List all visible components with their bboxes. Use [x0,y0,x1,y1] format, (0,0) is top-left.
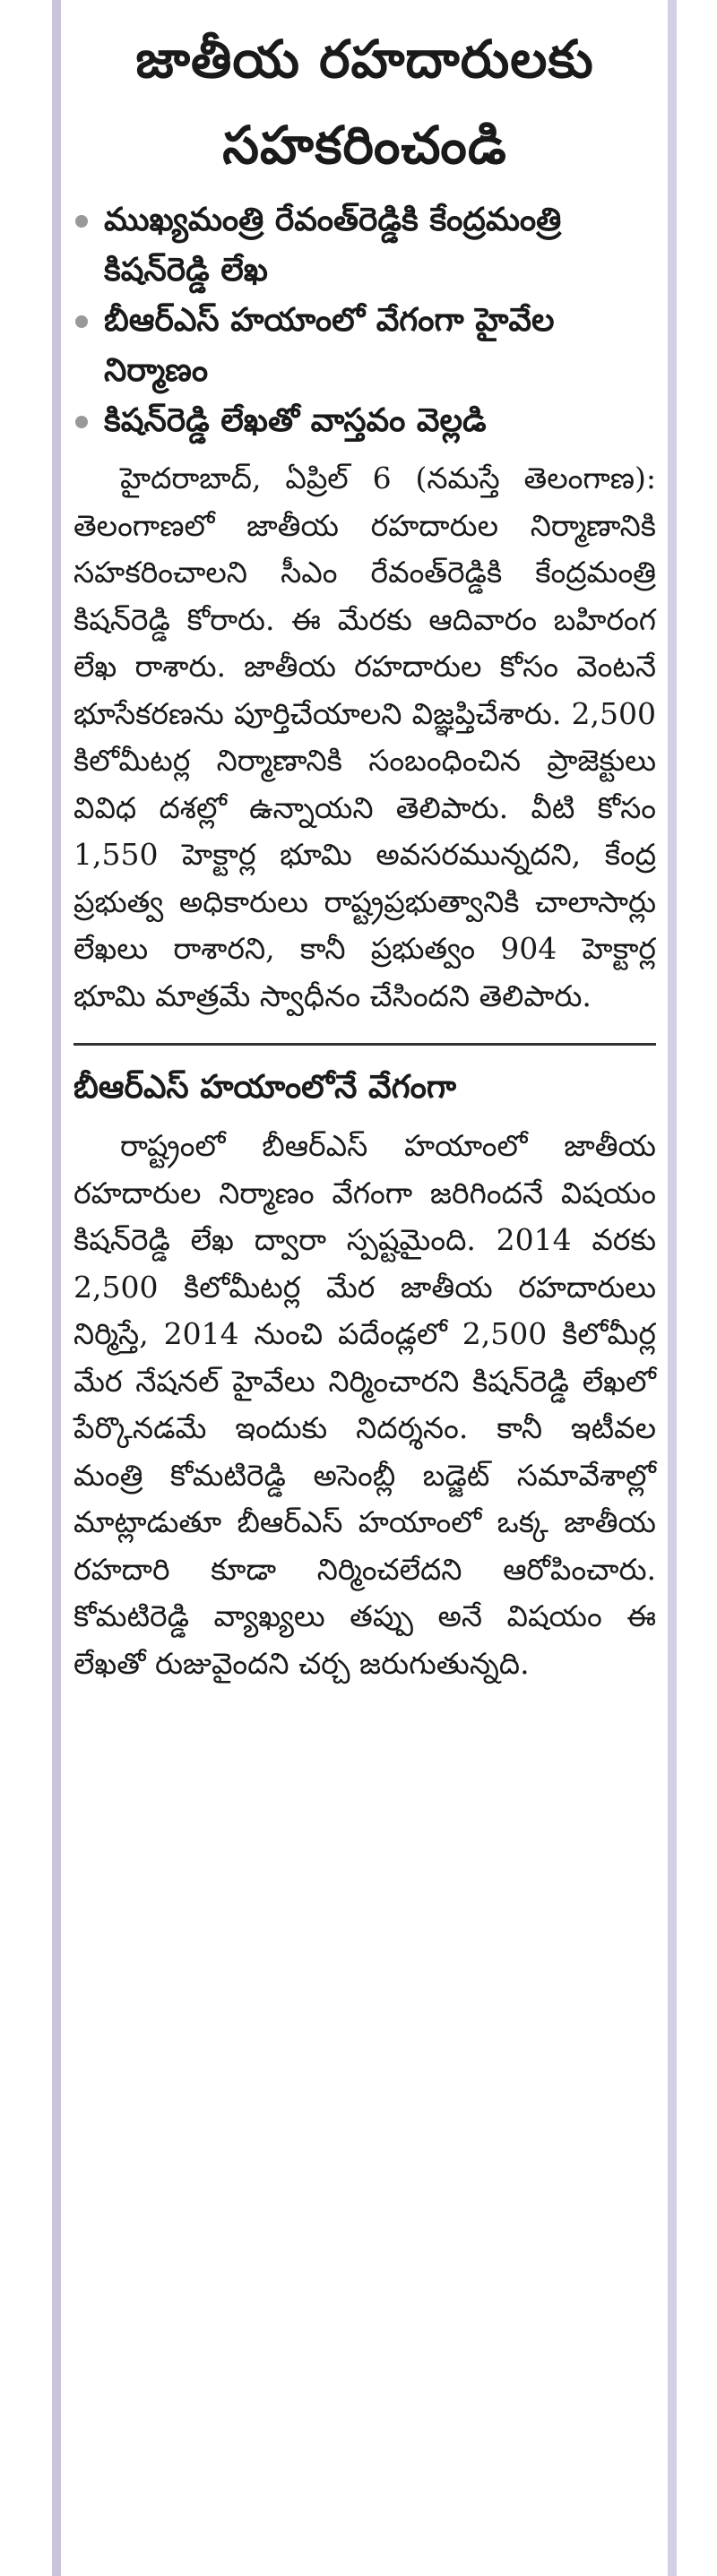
bullet-item [73,396,656,446]
article-column [73,16,656,1687]
headline-line-2: సహకరించండి [222,115,507,176]
section-divider [73,1043,656,1046]
article-paragraph-2: రాష్ట్రంలో బీఆర్‌ఎస్ హయాంలో జాతీయ రహదారుల నిర్మాణం వేగంగా జరిగిందనే విషయం కిషన్‌రెడ్డి లేఖ ద్వారా స్పష్టమైంది. 2014 వరకు 2,500 కిలోమీటర్ల మేర జాతీయ రహదారులు నిర్మిస్తే, 2014 నుంచి పదేండ్లలో 2,500 కిలోమీర్ల మేర నేషనల్ హైవేలు నిర్మించారని కిషన్‌రెడ్డి లేఖలో పేర్కొనడమే ఇందుకు నిదర్శనం. కానీ ఇటీవల మంత్రి కోమటిరెడ్డి అసెంబ్లీ బడ్జెట్ సమావేశాల్లో మాట్లాడుతూ బీఆర్‌ఎస్ హయాంలో ఒక్క జాతీయ రహదారి కూడా నిర్మించలేదని ఆరోపించారు. కోమటిరెడ్డి వ్యాఖ్యలు తప్పు అనే విషయం ఈ లేఖతో రుజువైందని చర్చ జరుగుతున్నది. [73,1128,656,1681]
bullet-dot-icon [75,416,88,428]
headline [73,16,656,188]
right-column-rule [668,0,677,2576]
highlight-bullets [73,195,656,446]
bullet-text: కిషన్‌రెడ్డి లేఖతో వాస్తవం వెల్లడి [104,402,487,439]
section-subheading: బీఆర్‌ఎస్ హయాంలోనే వేగంగా [73,1069,456,1106]
bullet-item [73,195,656,296]
article-paragraph-1: హైదరాబాద్, ఏప్రిల్ 6 (నమస్తే తెలంగాణ): తెలంగాణలో జాతీయ రహదారుల నిర్మాణానికి సహకరించాలని సీఎం రేవంత్‌రెడ్డికి కేంద్రమంత్రి కిషన్‌రెడ్డి కోరారు. ఈ మేరకు ఆదివారం బహిరంగ లేఖ రాశారు. జాతీయ రహదారుల కోసం వెంటనే భూసేకరణను పూర్తిచేయాలని విజ్ఞప్తిచేశారు. 2,500 కిలోమీటర్ల నిర్మాణానికి సంబంధించిన ప్రాజెక్టులు వివిధ దశల్లో ఉన్నాయని తెలిపారు. వీటి కోసం 1,550 హెక్టార్ల భూమి అవసరమున్నదని, కేంద్ర ప్రభుత్వ అధికారులు రాష్ట్రప్రభుత్వానికి చాలాసార్లు లేఖలు రాశారని, కానీ ప్రభుత్వం 904 హెక్టార్ల భూమి మాత్రమే స్వాధీనం చేసిందని తెలిపారు. [73,461,656,1013]
bullet-text: ముఖ్యమంత్రి రేవంత్‌రెడ్డికి కేంద్రమంత్రి కిషన్‌రెడ్డి లేఖ [104,202,562,289]
bullet-text: బీఆర్‌ఎస్ హయాంలో వేగంగా హైవేల నిర్మాణం [104,302,555,389]
bullet-item [73,296,656,396]
bullet-dot-icon [75,315,88,328]
left-column-rule [52,0,61,2576]
headline-line-1: జాతీయ రహదారులకు [135,29,594,90]
bullet-dot-icon [75,215,88,228]
